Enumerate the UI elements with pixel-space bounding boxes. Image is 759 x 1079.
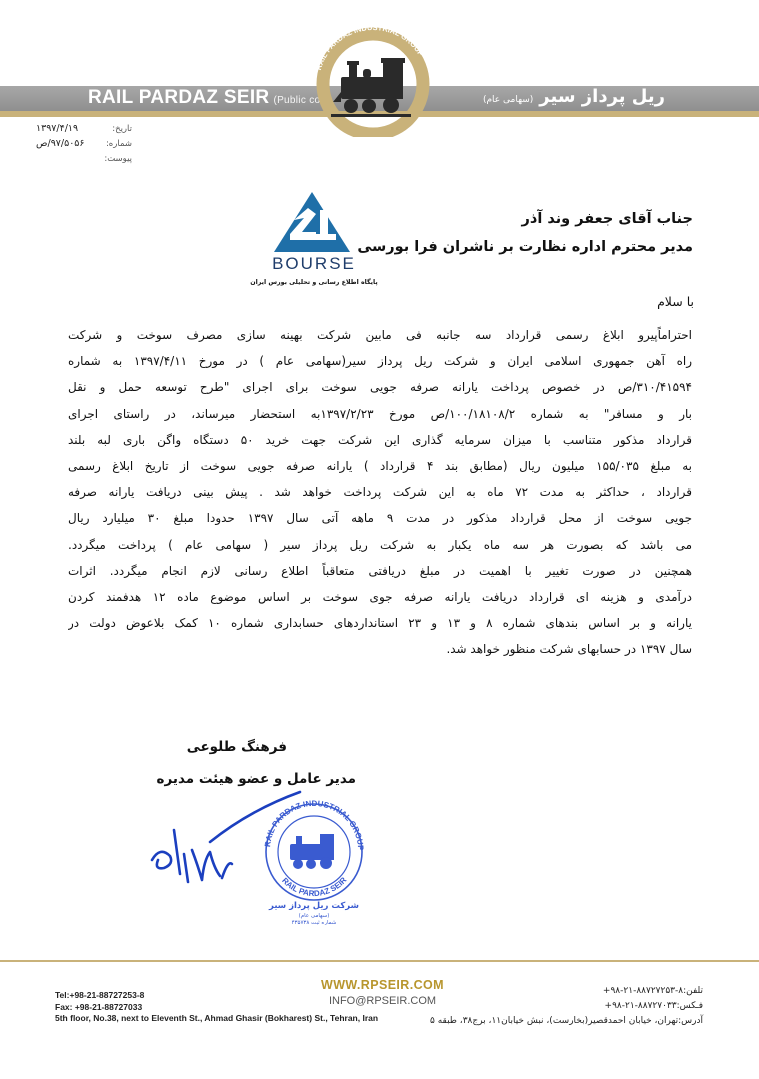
salutation: با سلام xyxy=(657,294,694,309)
addressee-title: مدیر محترم اداره نظارت بر ناشران فرا بورسی xyxy=(357,239,693,255)
footer-address-en: 5th floor, No.38, next to Eleventh St., Ahmad Ghasir (Bokharest) St., Tehran, Iran xyxy=(55,1013,379,1023)
body-line: می باشد که بصورت هر سه ماه یکبار به شرکت ریل پرداز سیر ( سهامی عام ) پرداخت میگردد. xyxy=(68,537,692,552)
date-label: تاریخ: xyxy=(112,123,132,134)
footer-tel-en: Tel:+98-21-88727253-8 xyxy=(55,990,145,1000)
signatory-title: مدیر عامل و عضو هیئت مدیره xyxy=(156,771,356,787)
footer-fax-fa: فـکس:۸۸۷۲۷۰۳۳-۲۱-۹۸+ xyxy=(604,1001,703,1011)
addressee xyxy=(343,205,693,261)
signatory-name: فرهنگ طلوعی xyxy=(186,739,287,755)
bourse-mark-icon xyxy=(274,192,350,252)
stamp-ring-text: RAIL PARDAZ INDUSTRIAL GROUP xyxy=(263,800,366,851)
body-line: قرارداد مذکور متناسب با میزان سرمایه گذاری این شرکت جهت خرید ۵۰ دستگاه واگن باری لبه بلند xyxy=(68,432,692,447)
date-value: ۱۳۹۷/۴/۱۹ xyxy=(36,123,79,134)
body-line: جویی سوخت از محل قرارداد مذکور در مدت ۹ ماهه آتی سال ۱۳۹۷ حدودا مبلغ ۳۰ میلیارد ریال xyxy=(68,511,692,526)
brand-name-fa xyxy=(450,86,665,107)
body-line: درآمدی و هزینه ای قرارداد دریافت یارانه صرفه جوی سوخت بر اساس موضوع ماده ۱۲ هدفمند کردن xyxy=(68,589,692,604)
body-line: راه آهن جمهوری اسلامی ایران و شرکت ریل پرداز سیر(سهامی عام ) در مورخ ۱۳۹۷/۴/۱۱ به شماره xyxy=(68,354,692,369)
body-line: قرارداد ، حداکثر به مدت ۷۲ ماه به این شرکت پرداخت خواهد شد . پیش بینی دریافت یارانه صرفه xyxy=(68,485,692,500)
footer-web-contact xyxy=(300,978,465,1007)
stamp-name-fa: شرکت ریل پرداز سیر xyxy=(269,901,359,911)
bourse-wordmark: BOURSE xyxy=(272,254,356,273)
body-line: همچنین در صورت تغییر با اهمیت در مبلغ دریافتی متعاقباً اطلاع رسانی لازم انجام میگردد. اثرات xyxy=(68,563,692,578)
brand-name-en xyxy=(88,87,327,109)
body-line: احتراماًپیرو ابلاغ رسمی قرارداد سه جانبه فی مابین شرکت بهینه سازی مصرف سوخت و شرکت xyxy=(68,328,692,342)
brand-name-fa-text: ریل پرداز سیر xyxy=(539,86,665,107)
stamp-sub-fa: (سهامی عام) xyxy=(298,913,330,919)
body-line: به مبلغ ۱۵۵/۰۳۵ میلیون ریال (مطابق بند ۴ قرارداد ) یارانه صرفه جویی سوخت از تاریخ ابلاغ رسمی xyxy=(68,458,692,473)
letter-body xyxy=(68,322,692,662)
brand-name-en-text: RAIL PARDAZ SEIR xyxy=(88,87,270,108)
footer-website[interactable]: WWW.RPSEIR.COM xyxy=(321,978,444,992)
body-line: سال ۱۳۹۷ در حسابهای شرکت منظور خواهد شد. xyxy=(446,642,692,657)
body-line: یارانه و بر اساس بندهای شماره ۸ و ۱۳ و ۲۳ استانداردهای حسابداری شماره ۱۰ کمک بلاعوض دولت در xyxy=(68,616,692,631)
stamp-name-en: RAIL PARDAZ SEIR xyxy=(280,875,349,899)
body-line: بار و مسافر" به شماره ۱۰۰/۱۸۱۰۸/۲/ص مورخ ۱۳۹۷/۲/۲۳به استحضار میرساند، در راستای اجرای xyxy=(68,406,692,421)
footer-tel-fa: تلفن:۸-۸۸۷۲۷۲۵۳-۲۱-۹۸+ xyxy=(602,986,703,996)
company-logo-train xyxy=(305,22,440,137)
attachment-label: پیوست: xyxy=(104,153,132,164)
body-line: ۳۱۰/۴۱۵۹۴/ص در خصوص پرداخت یارانه صرفه جویی سوخت برای اجرای "طرح توسعه حمل و نقل xyxy=(68,380,692,395)
letter-meta xyxy=(36,121,132,166)
number-value: ۹۷/۵۰۵۶/ص xyxy=(36,138,85,149)
addressee-name: جناب آقای جعفر وند آذر xyxy=(521,211,693,227)
footer-contact-fa xyxy=(429,984,703,1029)
footer-address-fa: آدرس:تهران، خیابان احمدقصیر(بخارست)، نبش خیابان۱۱، برج۳۸، طبقه ۵ xyxy=(429,1016,703,1026)
number-label: شماره: xyxy=(105,138,132,149)
stamp-train-icon xyxy=(290,834,334,869)
brand-name-fa-sub: (سهامی عام) xyxy=(482,95,534,105)
train-icon xyxy=(331,58,411,117)
stamp-reg-fa: شماره ثبت ۴۳۵۷۳۸ xyxy=(291,920,337,925)
brand-name-en-sub: (Public co.) xyxy=(273,95,328,106)
footer-fax-en: Fax: +98-21-88727033 xyxy=(55,1001,143,1012)
logo-ring-text: RAIL PARDAZ INDUSTRIAL GROUP xyxy=(313,22,426,72)
company-stamp xyxy=(258,800,370,925)
footer-rule xyxy=(0,960,759,962)
footer-email[interactable]: INFO@RPSEIR.COM xyxy=(328,995,437,1007)
bourse-caption: پایگاه اطلاع رسانی و تحلیلی بورس ایران xyxy=(250,279,378,286)
